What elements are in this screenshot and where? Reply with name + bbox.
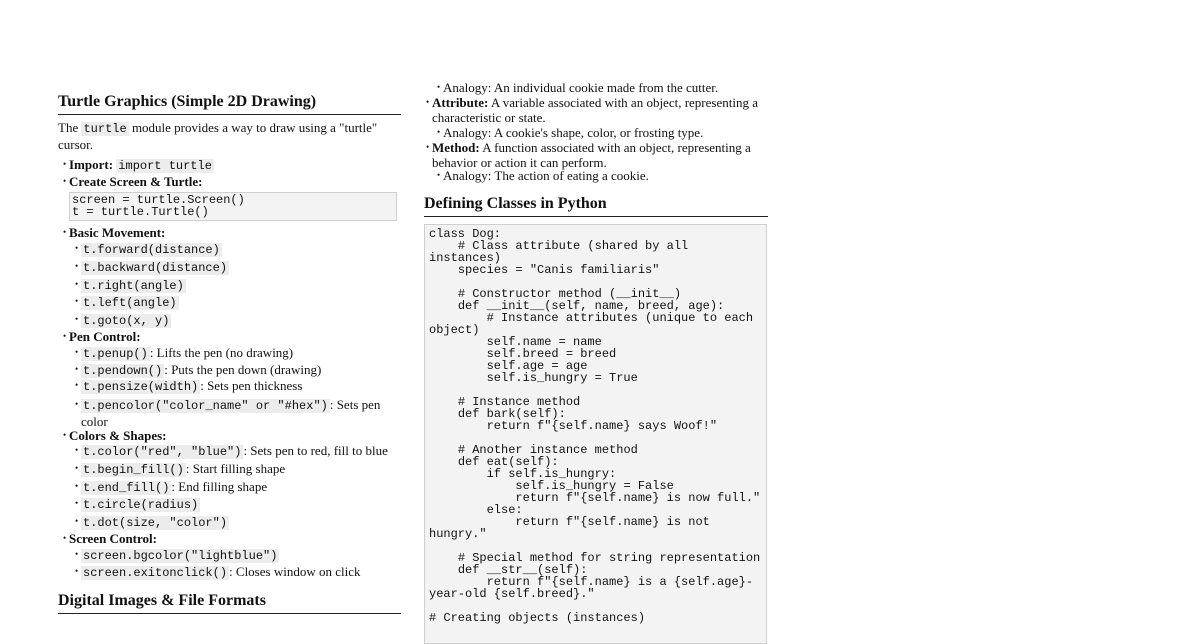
list-item-basic-movement: • Basic Movement:	[63, 225, 166, 240]
list-item-method: • Method: A function associated with an object, representing a behavior or action it can perform.	[426, 140, 751, 170]
turtle-intro: The turtle module provides a way to draw using a "turtle" cursor.	[58, 120, 378, 152]
list-item: • screen.exitonclick() : Closes window on click	[75, 564, 361, 580]
turtle-module-code: turtle	[83, 122, 127, 136]
list-item: • t.backward(distance)	[75, 261, 228, 275]
list-item: • t.forward(distance)	[75, 243, 220, 257]
list-item-analogy-method: • Analogy: The action of eating a cookie.	[437, 168, 649, 183]
images-heading: Digital Images & File Formats	[58, 592, 401, 614]
list-item: • t.pendown() : Puts the pen down (drawing)	[75, 362, 322, 378]
list-item-import: • Import: import turtle	[63, 157, 212, 173]
list-item: • screen.bgcolor("lightblue")	[75, 549, 278, 563]
list-item-attribute: • Attribute: A variable associated with an object, representing a characteristic or state.	[426, 95, 758, 125]
list-item: • t.dot(size, "color")	[75, 516, 228, 530]
create-screen-code-block: screen = turtle.Screen() t = turtle.Turtle()	[69, 192, 397, 221]
list-item-pen-control: • Pen Control:	[63, 329, 141, 344]
list-item-analogy-attribute: • Analogy: A cookie's shape, color, or frosting type.	[437, 125, 704, 140]
list-item: • t.pencolor("color_name" or "#hex") : Sets pen color	[75, 397, 381, 429]
list-item: • t.circle(radius)	[75, 498, 199, 512]
list-item-colors-shapes: • Colors & Shapes:	[63, 428, 167, 443]
list-item-create: • Create Screen & Turtle:	[63, 174, 203, 189]
list-item: • t.left(angle)	[75, 296, 177, 310]
list-item: • t.end_fill() : End filling shape	[75, 479, 268, 495]
list-item: • t.right(angle)	[75, 279, 184, 293]
list-item: • t.penup() : Lifts the pen (no drawing)	[75, 345, 294, 361]
classes-heading: Defining Classes in Python	[424, 195, 768, 217]
list-item-analogy-instance: • Analogy: An individual cookie made from the cutter.	[437, 80, 719, 95]
list-item: • t.goto(x, y)	[75, 314, 170, 328]
class-code-block: class Dog: # Class attribute (shared by all instances) species = "Canis familiaris" # Constructor method (__init__) def __init__(self, name, breed, age): # Instance attributes (unique to each object) self.name = name self.breed = breed self.age = age self.is_hungry = True # Instance method def bark(self): return f"{self.name} says Woof!" # Another instance method def eat(self): if self.is_hungry: self.is_hungry = False return f"{self.name} is now full." else: return f"{self.name} is not hungry." # Special method for string representation def __str__(self): return f"{self.name} is a {self.age}-year-old {self.breed}." # Creating objects (instances)	[424, 224, 767, 644]
list-item: • t.color("red", "blue") : Sets pen to red, fill to blue	[75, 443, 388, 459]
list-item-screen-control: • Screen Control:	[63, 531, 157, 546]
list-item: • t.begin_fill() : Start filling shape	[75, 461, 286, 477]
turtle-heading: Turtle Graphics (Simple 2D Drawing)	[58, 93, 401, 115]
list-item: • t.pensize(width) : Sets pen thickness	[75, 378, 303, 394]
